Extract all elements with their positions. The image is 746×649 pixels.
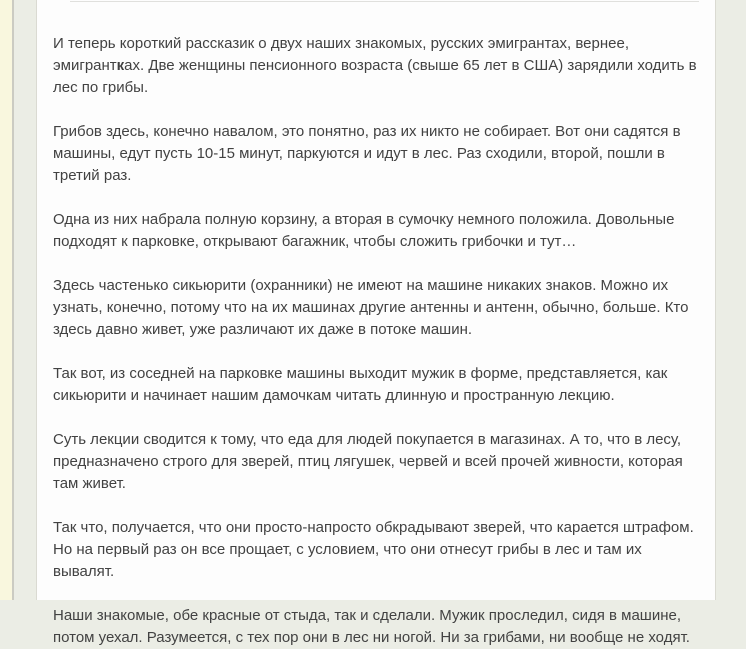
paragraph-fine: Так что, получается, что они просто-напросто обкрадывают зверей, что карается штрафом. Но на первый раз он все прощает, с условием, что они отнесут грибы в лес и там их вывалят. [53, 519, 694, 580]
content-divider [70, 1, 699, 2]
paragraph-mushrooms: Грибов здесь, конечно навалом, это понятно, раз их никто не собирает. Вот они садятся в машины, едут пусть 10-15 минут, паркуются и идут в лес. Раз сходили, второй, пошли в третий раз. [53, 123, 681, 184]
paragraph-intro [53, 33, 699, 99]
page-left-stripe [0, 0, 14, 600]
paragraph-security-man: Так вот, из соседней на парковке машины выходит мужик в форме, представляется, как сикьюрити и начинает нашим дамочкам читать длинную и пространную лекцию. [53, 365, 668, 404]
paragraph-ending: Наши знакомые, обе красные от стыда, так и сделали. Мужик проследил, сидя в машине, потом уехал. Разумеется, с тех пор они в лес ни ногой. Ни за грибами, ни вообще не ходят. [53, 607, 690, 646]
article-card [36, 0, 716, 646]
paragraph-intro-bold-letter: к [116, 57, 125, 74]
paragraph-intro-text: И теперь короткий рассказик о двух наших знакомых, русских эмигрантах, вернее, эмигрант [53, 35, 629, 74]
paragraph-lecture: Суть лекции сводится к тому, что еда для людей покупается в магазинах. А то, что в лесу, предназначено строго для зверей, птиц лягушек, червей и всей прочей живности, которая там живет. [53, 431, 683, 492]
paragraph-intro-text-end: ах. Две женщины пенсионного возраста (свыше 65 лет в США) зарядили ходить в лес по грибы. [53, 57, 697, 96]
paragraph-security-cars: Здесь частенько сикьюрити (охранники) не имеют на машине никаких знаков. Можно их узнать, конечно, потому что на их машинах другие антенны и антенн, обычно, больше. Кто здесь давно живет, уже различают их даже в потоке машин. [53, 277, 689, 338]
paragraph-basket: Одна из них набрала полную корзину, а вторая в сумочку немного положила. Довольные подходят к парковке, открывают багажник, чтобы сложить грибочки и тут… [53, 211, 675, 250]
